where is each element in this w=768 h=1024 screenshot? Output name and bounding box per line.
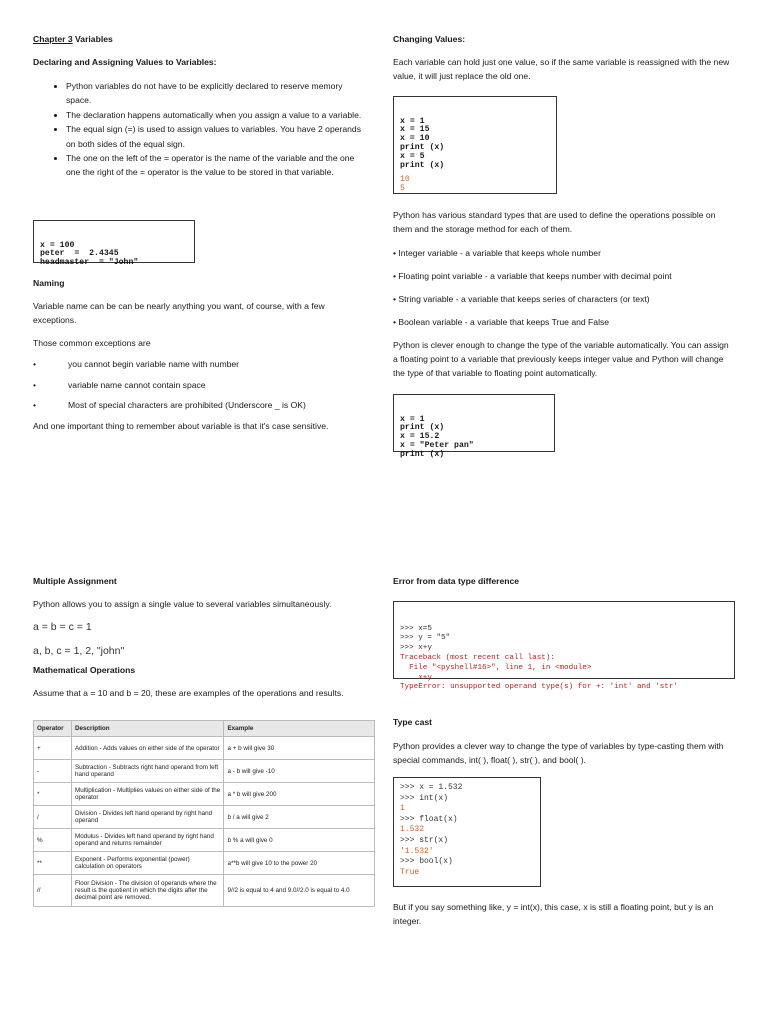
operators-table <box>33 720 375 907</box>
list-item: • The declaration happens automatically when you assign a value to a variable. <box>66 108 366 122</box>
math-text: Assume that a = 10 and b = 20, these are examples of the operations and results. <box>33 688 344 698</box>
code-block-error: >>> x=5 >>> y = "5" >>> x+y Traceback (most recent call last): File "<pyshell#16>", line 1, in <module> x+y TypeError: unsupported operand type(s) for +: 'int' and 'str' <box>393 601 735 679</box>
multiple-title: Multiple Assignment <box>33 576 117 586</box>
chapter-heading: Chapter 3 Variables <box>33 34 113 44</box>
case-note: And one important thing to remember about variable is that it's case sensitive. <box>33 420 329 431</box>
list-item: • variable name cannot contain space <box>33 379 206 390</box>
exceptions-list <box>33 359 363 410</box>
type-integer: • Integer variable - a variable that keeps whole number <box>393 248 601 258</box>
code-line: >>> x = 1.532 <box>400 783 463 792</box>
types-intro: Python has various standard types that are used to define the operations possible on them and the storage method for each of them. <box>393 210 716 234</box>
declaring-bullets <box>33 79 366 180</box>
changing-text: Each variable can hold just one value, so if the same variable is reassigned with the new value, it will just replace the old one. <box>393 57 730 81</box>
code-block-types: x = 1 print (x) x = 15.2 x = "Peter pan" print (x) <box>393 394 555 452</box>
list-item: • The equal sign (=) is used to assign values to variables. You have 2 operands on both sides of the equal sign. <box>66 122 366 151</box>
error-title: Error from data type difference <box>393 576 520 586</box>
table-header-row <box>34 721 375 737</box>
typecast-title: Type cast <box>393 717 433 727</box>
code-block-changing: x = 1 x = 15 x = 10 print (x) x = 5 print (x) 10 5 <box>393 96 557 194</box>
code-line: >>> float(x) <box>400 814 458 824</box>
code-line: 1 <box>400 804 405 814</box>
table-row: - Subtraction - Subtracts right hand operand from left hand operand a - b will give -10 <box>34 760 375 783</box>
multiple-text: Python allows you to assign a single value to several variables simultaneously. <box>33 599 332 609</box>
table-row: // Floor Division - The division of operands where the result is the quotient in which the digits after the decimal point are removed. 9//2 is equal to 4 and 9.0//2.0 is equal to 4.0 <box>34 875 375 907</box>
list-item: • Most of special characters are prohibited (Underscore _ is OK) <box>33 400 306 410</box>
table-header: Operator <box>34 721 72 737</box>
math-title: Mathematical Operations <box>33 665 136 675</box>
type-string: • String variable - a variable that keeps series of characters (or text) <box>393 294 650 304</box>
code-block-assign: x = 100 peter = 2.4345 headmaster = "John" <box>33 220 195 263</box>
assign-line-2: a, b, c = 1, 2, "john" <box>33 645 125 657</box>
exceptions-intro: Those common exceptions are <box>33 338 151 348</box>
naming-title: Naming <box>33 278 65 288</box>
right-column-top <box>393 32 735 83</box>
changing-title: Changing Values: <box>393 34 466 44</box>
code-line: 1.532 <box>400 825 425 835</box>
typecast-text: Python provides a clever way to change the type of variables by type-casting them with special commands, int( ), float( ), str( ), and bool( ). <box>393 741 724 765</box>
list-item: • The one on the left of the = operator is the name of the variable and the one one the right of the = operator is the value to be stored in that variable. <box>66 151 366 180</box>
list-item: • Python variables do not have to be explicitly declared to reserve memory space. <box>66 79 366 108</box>
table-row: + Addition - Adds values on either side of the operator a + b will give 30 <box>34 737 375 760</box>
left-column-bottom <box>33 574 363 700</box>
naming-text: Variable name can be can be nearly anything you want, of course, with a few exceptions. <box>33 301 325 325</box>
final-note-section <box>393 900 735 928</box>
declaring-title: Declaring and Assigning Values to Variables: <box>33 57 217 67</box>
table-row: % Modulus - Divides left hand operand by right hand operand and returns remainder b % a will give 0 <box>34 829 375 852</box>
type-boolean: • Boolean variable - a variable that keeps True and False <box>393 317 610 327</box>
naming-section <box>33 276 363 433</box>
table-row: / Division - Divides left hand operand by right hand operand b / a will give 2 <box>34 806 375 829</box>
error-section <box>393 574 735 588</box>
code-line: >>> str(x) <box>400 835 449 845</box>
code-line: >>> int(x) <box>400 793 449 803</box>
type-float: • Floating point variable - a variable that keeps number with decimal point <box>393 271 672 281</box>
assign-line-1: a = b = c = 1 <box>33 621 92 633</box>
table-header: Example <box>224 721 375 737</box>
clever-text: Python is clever enough to change the type of the variable automatically. You can assign a floating point to a variable that previously keeps integer value and Python will change the type of that variable to floating point automatically. <box>393 340 729 378</box>
code-line: '1.532' <box>400 846 434 856</box>
left-column-top <box>33 32 363 180</box>
code-block-typecast <box>393 777 541 887</box>
table-row: * Multiplication - Multiplies values on either side of the operator a * b will give 200 <box>34 783 375 806</box>
table-header: Description <box>71 721 224 737</box>
types-section <box>393 208 735 380</box>
final-text: But if you say something like, y = int(x), this case, x is still a floating point, but y is an integer. <box>393 902 714 926</box>
code-line: True <box>400 867 420 877</box>
typecast-section <box>393 715 735 767</box>
list-item: • you cannot begin variable name with number <box>33 359 240 369</box>
code-line: >>> bool(x) <box>400 857 453 867</box>
table-row: ** Exponent - Performs exponential (power) calculation on operators a**b will give 10 to the power 20 <box>34 852 375 875</box>
